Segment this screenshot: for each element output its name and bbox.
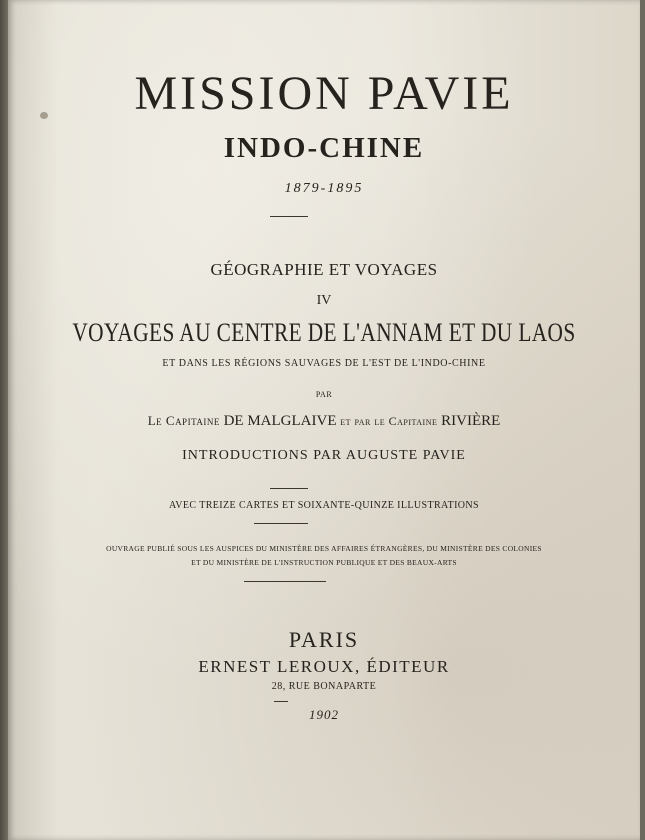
illustrations-note: AVEC TREIZE CARTES ET SOIXANTE-QUINZE ILLUSTRATIONS: [168, 500, 480, 511]
authors-line: [8, 413, 640, 430]
divider-rule: [254, 523, 308, 524]
volume-subtitle: ET DANS LES RÉGIONS SAUVAGES DE L'EST DE L'INDO-CHINE: [162, 358, 486, 369]
by-label: PAR: [315, 390, 333, 399]
imprint-address: 28, RUE BONAPARTE: [271, 681, 377, 692]
volume-title: VOYAGES AU CENTRE DE L'ANNAM ET DU LAOS: [72, 318, 576, 347]
divider-rule: [274, 701, 288, 702]
series-name: GÉOGRAPHIE ET VOYAGES: [210, 260, 438, 279]
author-connector: et par le Capitaine: [340, 414, 438, 428]
volume-number: IV: [316, 293, 332, 308]
introductions: INTRODUCTIONS PAR AUGUSTE PAVIE: [182, 448, 466, 463]
years: 1879-1895: [284, 181, 364, 196]
divider-rule: [270, 488, 308, 489]
divider-rule: [244, 581, 326, 582]
author-1: DE MALGLAIVE: [223, 413, 337, 429]
imprint-city: PARIS: [288, 627, 360, 652]
imprint-year: 1902: [309, 707, 339, 722]
main-title: MISSION PAVIE: [134, 67, 514, 120]
author-2: RIVIÈRE: [441, 413, 501, 429]
author-prefix: Le Capitaine: [147, 413, 220, 428]
auspices-line-1: OUVRAGE PUBLIÉ SOUS LES AUSPICES DU MINISTÈRE DES AFFAIRES ÉTRANGÈRES, DU MINISTÈRE DES COLONIES: [106, 544, 542, 553]
imprint-publisher: ERNEST LEROUX, ÉDITEUR: [198, 657, 450, 676]
auspices-line-2: ET DU MINISTÈRE DE L'INSTRUCTION PUBLIQUE ET DES BEAUX-ARTS: [191, 558, 457, 567]
title-page: [8, 0, 640, 840]
subtitle: INDO-CHINE: [223, 132, 425, 164]
divider-rule: [270, 216, 308, 217]
